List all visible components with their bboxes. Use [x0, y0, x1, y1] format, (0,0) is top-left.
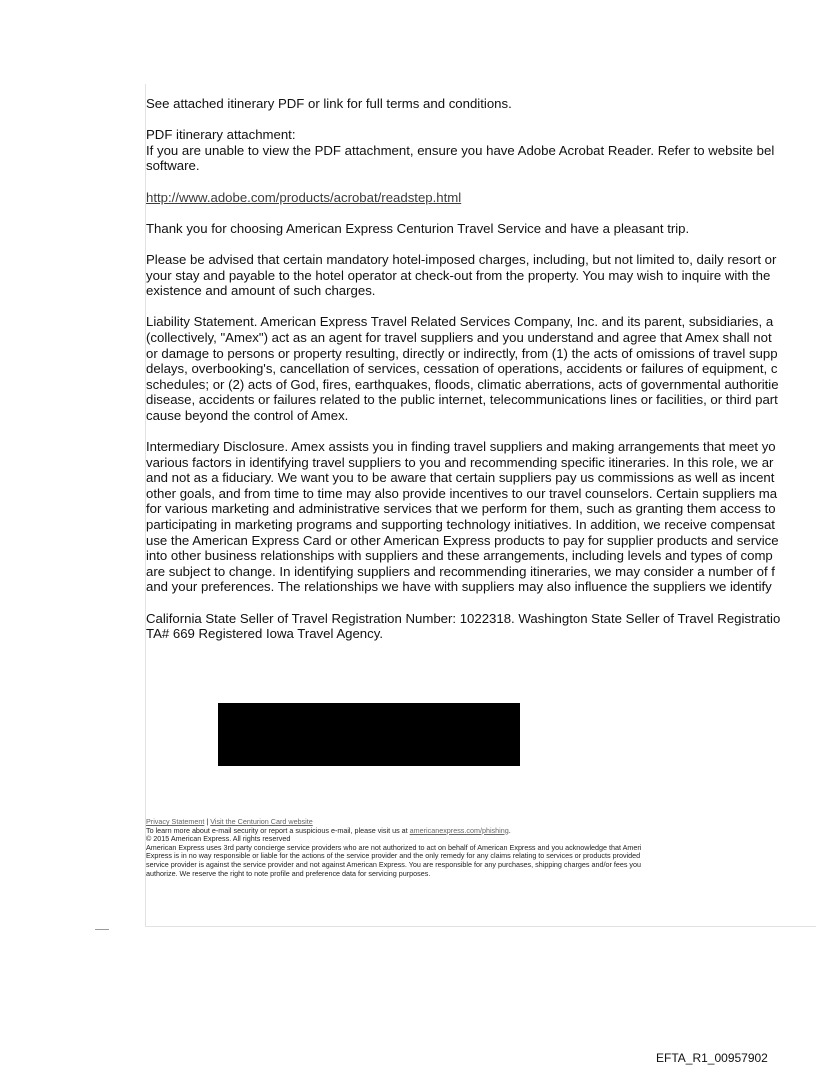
paragraph-line: delays, overbooking's, cancellation of services, cessation of operations, accidents or failures of equipment, c	[146, 361, 778, 377]
footer-link-separator: |	[204, 817, 211, 826]
paragraph-line: disease, accidents or failures related to the public internet, telecommunications lines or facilities, or third part	[146, 392, 778, 408]
pdf-attachment-paragraph	[146, 127, 816, 174]
margin-mark	[95, 929, 109, 930]
intermediary-disclosure-paragraph	[146, 439, 816, 595]
redaction-block	[218, 703, 520, 766]
paragraph-line: for various marketing and administrative services that we perform for them, such as granting them access to	[146, 501, 776, 517]
centurion-card-link[interactable]: Visit the Centurion Card website	[210, 817, 313, 826]
copyright-text: © 2015 American Express. All rights reserved	[146, 834, 291, 844]
email-footer	[146, 818, 816, 878]
paragraph-line: schedules; or (2) acts of God, fires, earthquakes, floods, climatic aberrations, acts of governmental authoritie	[146, 376, 779, 392]
adobe-link-paragraph	[146, 190, 816, 206]
paragraph-line: TA# 669 Registered Iowa Travel Agency.	[146, 626, 384, 642]
concierge-line: authorize. We reserve the right to note profile and preference data for servicing purposes.	[146, 868, 431, 878]
privacy-statement-link[interactable]: Privacy Statement	[146, 817, 205, 826]
paragraph-line: and not as a fiduciary. We want you to be aware that certain suppliers pay us commissions as well as incent	[146, 470, 775, 486]
paragraph-line: are subject to change. In identifying suppliers and recommending itineraries, we may consider a number of f	[146, 563, 775, 579]
phishing-link[interactable]: americanexpress.com/phishing	[409, 825, 509, 835]
paragraph-line: California State Seller of Travel Registration Number: 1022318. Washington State Seller of Travel Registratio	[146, 610, 781, 626]
phishing-text: To learn more about e-mail security or report a suspicious e-mail, please visit us at	[146, 825, 410, 835]
concierge-line: Express is in no way responsible or liable for the actions of the service provider and the only remedy for any claims relating to services or products provided	[146, 851, 641, 861]
paragraph-line: cause beyond the control of Amex.	[146, 407, 349, 423]
document-id-stamp: EFTA_R1_00957902	[656, 1051, 768, 1065]
pdf-instructions-line: If you are unable to view the PDF attachment, ensure you have Adobe Acrobat Reader. Refer to website bel	[146, 142, 775, 158]
registration-paragraph	[146, 611, 816, 642]
paragraph-line: other goals, and from time to time may also provide incentives to our travel counselors. Certain suppliers ma	[146, 485, 778, 501]
pdf-heading: PDF itinerary attachment:	[146, 127, 296, 143]
adobe-reader-link[interactable]: http://www.adobe.com/products/acrobat/readstep.html	[146, 189, 462, 205]
concierge-line: service provider is against the service provider and not against American Express. You are responsible for any purchases, shipping charges and/or fees you	[146, 859, 642, 869]
liability-statement-paragraph	[146, 314, 816, 423]
paragraph-line: Please be advised that certain mandatory hotel-imposed charges, including, but not limited to, daily resort or	[146, 251, 777, 267]
paragraph-line: and your preferences. The relationships we have with suppliers may also influence the suppliers we identify	[146, 579, 772, 595]
paragraph-line: use the American Express Card or other American Express products to pay for supplier products and service	[146, 532, 779, 548]
paragraph-line: (collectively, "Amex") act as an agent for travel suppliers and you understand and agree that Amex shall not	[146, 329, 772, 345]
pdf-instructions-line: software.	[146, 158, 200, 174]
paragraph-line: your stay and payable to the hotel operator at check-out from the property. You may wish to inquire with the	[146, 267, 771, 283]
concierge-line: American Express uses 3rd party concierge service providers who are not authorized to act on behalf of American Express and you acknowledge that Ameri	[146, 842, 642, 852]
phishing-end: .	[508, 825, 511, 835]
paragraph-line: various factors in identifying travel suppliers to you and recommending specific itineraries. In this role, we ar	[146, 454, 774, 470]
paragraph-line: existence and amount of such charges.	[146, 283, 376, 299]
thank-you-text: Thank you for choosing American Express Centurion Travel Service and have a pleasant trip.	[146, 220, 690, 236]
paragraph-line: Liability Statement. American Express Travel Related Services Company, Inc. and its parent, subsidiaries, a	[146, 314, 774, 330]
email-body	[146, 96, 816, 657]
paragraph-line: participating in marketing programs and supporting technology initiatives. In addition, we receive compensat	[146, 517, 775, 533]
see-attached-text: See attached itinerary PDF or link for full terms and conditions.	[146, 96, 512, 111]
paragraph-line: into other business relationships with suppliers and these arrangements, including levels and types of comp	[146, 548, 773, 564]
paragraph-line: or damage to persons or property resulting, directly or indirectly, from (1) the acts of omissions of travel supp	[146, 345, 778, 361]
hotel-charges-paragraph	[146, 252, 816, 299]
paragraph-line: Intermediary Disclosure. Amex assists you in finding travel suppliers and making arrangements that meet yo	[146, 439, 776, 455]
